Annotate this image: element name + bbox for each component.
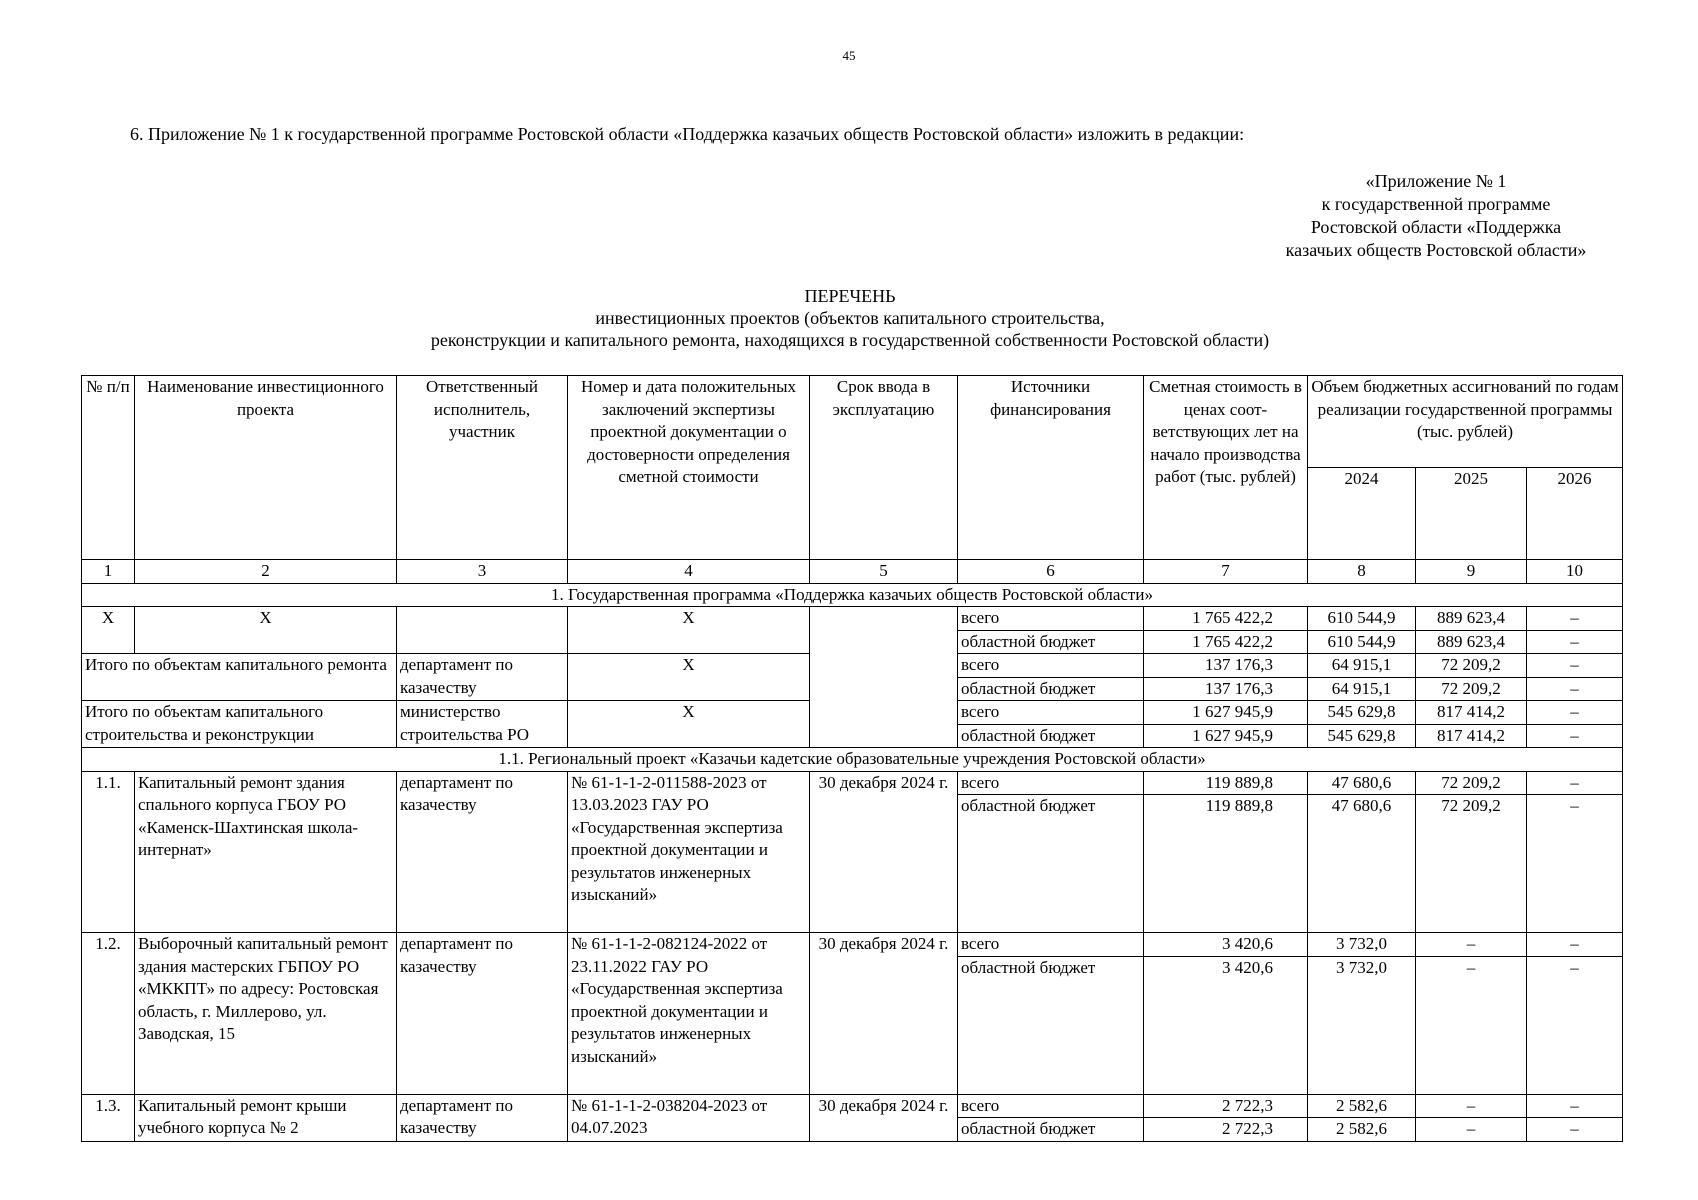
amount-2025: – [1416,1094,1527,1118]
funding-source: всего [958,607,1144,631]
project-expertise: № 61-1-1-2-038204-2023 от 04.07.2023 [568,1094,810,1141]
project-number: 1.2. [82,933,135,1095]
estimated-cost: 1 627 945,9 [1144,701,1308,725]
header-deadline: Срок ввода в эксплуатацию [810,376,958,560]
amount-2024: 47 680,6 [1308,795,1416,933]
amount-2024: 2 582,6 [1308,1094,1416,1118]
column-number: 6 [958,560,1144,584]
estimated-cost: 1 765 422,2 [1144,607,1308,631]
construction-total-executor: министерство строительства РО [397,701,568,748]
amount-2024: 2 582,6 [1308,1118,1416,1142]
project-executor: департамент по казачеству [397,1094,568,1141]
construction-total-name: Итого по объектам капитального строительства и реконструкции [82,701,397,748]
repair-total-executor: департамент по казачеству [397,654,568,701]
amount-2024: 610 544,9 [1308,630,1416,654]
header-year-2024: 2024 [1308,468,1416,560]
amount-2026: – [1527,956,1623,1094]
header-number: № п/п [82,376,135,560]
column-number: 9 [1416,560,1527,584]
amount-2025: – [1416,956,1527,1094]
repair-total-name: Итого по объектам капитального ремонта [82,654,397,701]
estimated-cost: 3 420,6 [1144,933,1308,957]
estimated-cost: 119 889,8 [1144,795,1308,933]
amount-2026: – [1527,1118,1623,1142]
document-title [300,285,1400,351]
amount-2024: 47 680,6 [1308,771,1416,795]
appendix-line: Ростовской области «Поддержка [1310,217,1562,237]
title-heading: ПЕРЕЧЕНЬ [804,286,896,306]
project-number: 1.3. [82,1094,135,1141]
project-deadline: 30 декабря 2024 г. [810,933,958,1095]
amount-2026: – [1527,654,1623,678]
amount-2026: – [1527,724,1623,748]
total-x-mark: Х [82,607,135,654]
funding-source: областной бюджет [958,956,1144,1094]
title-line: реконструкции и капитального ремонта, находящихся в государственной собственности Ростовской области) [430,330,1270,350]
column-number: 10 [1527,560,1623,584]
amount-2024: 64 915,1 [1308,654,1416,678]
project-executor: департамент по казачеству [397,933,568,1095]
amount-2024: 3 732,0 [1308,956,1416,1094]
funding-source: областной бюджет [958,630,1144,654]
amount-2025: 889 623,4 [1416,630,1527,654]
section-regional-project: 1.1. Региональный проект «Казачьи кадетские образовательные учреждения Ростовской области» [82,748,1623,772]
amount-2025: – [1416,1118,1527,1142]
construction-total-expertise: Х [568,701,810,748]
header-executor: Ответственный исполнитель, участник [397,376,568,560]
amount-2025: 72 209,2 [1416,771,1527,795]
amount-2025: 889 623,4 [1416,607,1527,631]
column-number: 7 [1144,560,1308,584]
column-number: 4 [568,560,810,584]
header-year-2026: 2026 [1527,468,1623,560]
amount-2025: 72 209,2 [1416,654,1527,678]
estimated-cost: 2 722,3 [1144,1094,1308,1118]
appendix-line: «Приложение № 1 [1365,171,1507,191]
section-program: 1. Государственная программа «Поддержка казачьих обществ Ростовской области» [82,583,1623,607]
estimated-cost: 1 627 945,9 [1144,724,1308,748]
estimated-cost: 1 765 422,2 [1144,630,1308,654]
project-number: 1.1. [82,771,135,933]
amount-2025: 817 414,2 [1416,724,1527,748]
amount-2026: – [1527,677,1623,701]
column-number: 3 [397,560,568,584]
funding-source: всего [958,1094,1144,1118]
amount-2025: 817 414,2 [1416,701,1527,725]
funding-source: всего [958,654,1144,678]
summary-deadline-empty [810,607,958,748]
estimated-cost: 3 420,6 [1144,956,1308,1094]
estimated-cost: 137 176,3 [1144,677,1308,701]
project-expertise: № 61-1-1-2-011588-2023 от 13.03.2023 ГАУ РО «Государственная экспертиза проектной документации и результатов инженерных изысканий» [568,771,810,933]
estimated-cost: 2 722,3 [1144,1118,1308,1142]
amount-2024: 3 732,0 [1308,933,1416,957]
project-deadline: 30 декабря 2024 г. [810,771,958,933]
column-number: 2 [135,560,397,584]
appendix-reference [1246,170,1626,262]
funding-source: областной бюджет [958,677,1144,701]
amount-2026: – [1527,630,1623,654]
appendix-line: к государственной программе [1321,194,1551,214]
amount-2024: 545 629,8 [1308,701,1416,725]
project-executor: департамент по казачеству [397,771,568,933]
total-expertise: Х [568,607,810,654]
header-year-2025: 2025 [1416,468,1527,560]
repair-total-expertise: Х [568,654,810,701]
page-number: 45 [842,48,856,63]
project-name: Капитальный ремонт здания спального корпуса ГБОУ РО «Каменск-Шахтинская школа-интернат» [135,771,397,933]
column-number: 8 [1308,560,1416,584]
amount-2026: – [1527,701,1623,725]
intro-text: 6. Приложение № 1 к государственной программе Ростовской области «Поддержка казачьих обществ Ростовской области» изложить в редакции: [130,124,1245,144]
project-name: Выборочный капитальный ремонт здания мастерских ГБПОУ РО «МККПТ» по адресу: Ростовская область, г. Миллерово, ул. Заводская, 15 [135,933,397,1095]
estimated-cost: 137 176,3 [1144,654,1308,678]
amount-2024: 64 915,1 [1308,677,1416,701]
investment-projects-table [81,375,1623,1142]
amount-2026: – [1527,795,1623,933]
total-executor-empty [397,607,568,654]
project-expertise: № 61-1-1-2-082124-2022 от 23.11.2022 ГАУ РО «Государственная экспертиза проектной документации и результатов инженерных изысканий» [568,933,810,1095]
amount-2026: – [1527,933,1623,957]
header-expertise: Номер и дата положительных заключений экспертизы проектной документации о достоверности определения сметной стоимости [568,376,810,560]
appendix-line: казачьих обществ Ростовской области» [1285,240,1587,260]
funding-source: всего [958,933,1144,957]
column-number: 1 [82,560,135,584]
header-funding-source: Источники финансирования [958,376,1144,560]
funding-source: областной бюджет [958,1118,1144,1142]
header-budget-group: Объем бюджетных ассигнований по годам реализации государственной программы (тыс. рублей) [1308,376,1623,468]
funding-source: всего [958,771,1144,795]
amount-2024: 610 544,9 [1308,607,1416,631]
amount-2025: 72 209,2 [1416,677,1527,701]
total-name: Х [135,607,397,654]
amount-2024: 545 629,8 [1308,724,1416,748]
amount-2025: 72 209,2 [1416,795,1527,933]
title-line: инвестиционных проектов (объектов капитального строительства, [595,308,1105,328]
amount-2026: – [1527,1094,1623,1118]
project-name: Капитальный ремонт крыши учебного корпуса № 2 [135,1094,397,1141]
funding-source: всего [958,701,1144,725]
header-project-name: Наименование инвестиционного проекта [135,376,397,560]
amount-2025: – [1416,933,1527,957]
amount-2026: – [1527,771,1623,795]
amount-2026: – [1527,607,1623,631]
funding-source: областной бюджет [958,795,1144,933]
funding-source: областной бюджет [958,724,1144,748]
header-estimated-cost: Сметная стоимость в ценах соот-ветствующих лет на начало производства работ (тыс. рублей) [1144,376,1308,560]
project-deadline: 30 декабря 2024 г. [810,1094,958,1141]
estimated-cost: 119 889,8 [1144,771,1308,795]
column-number: 5 [810,560,958,584]
